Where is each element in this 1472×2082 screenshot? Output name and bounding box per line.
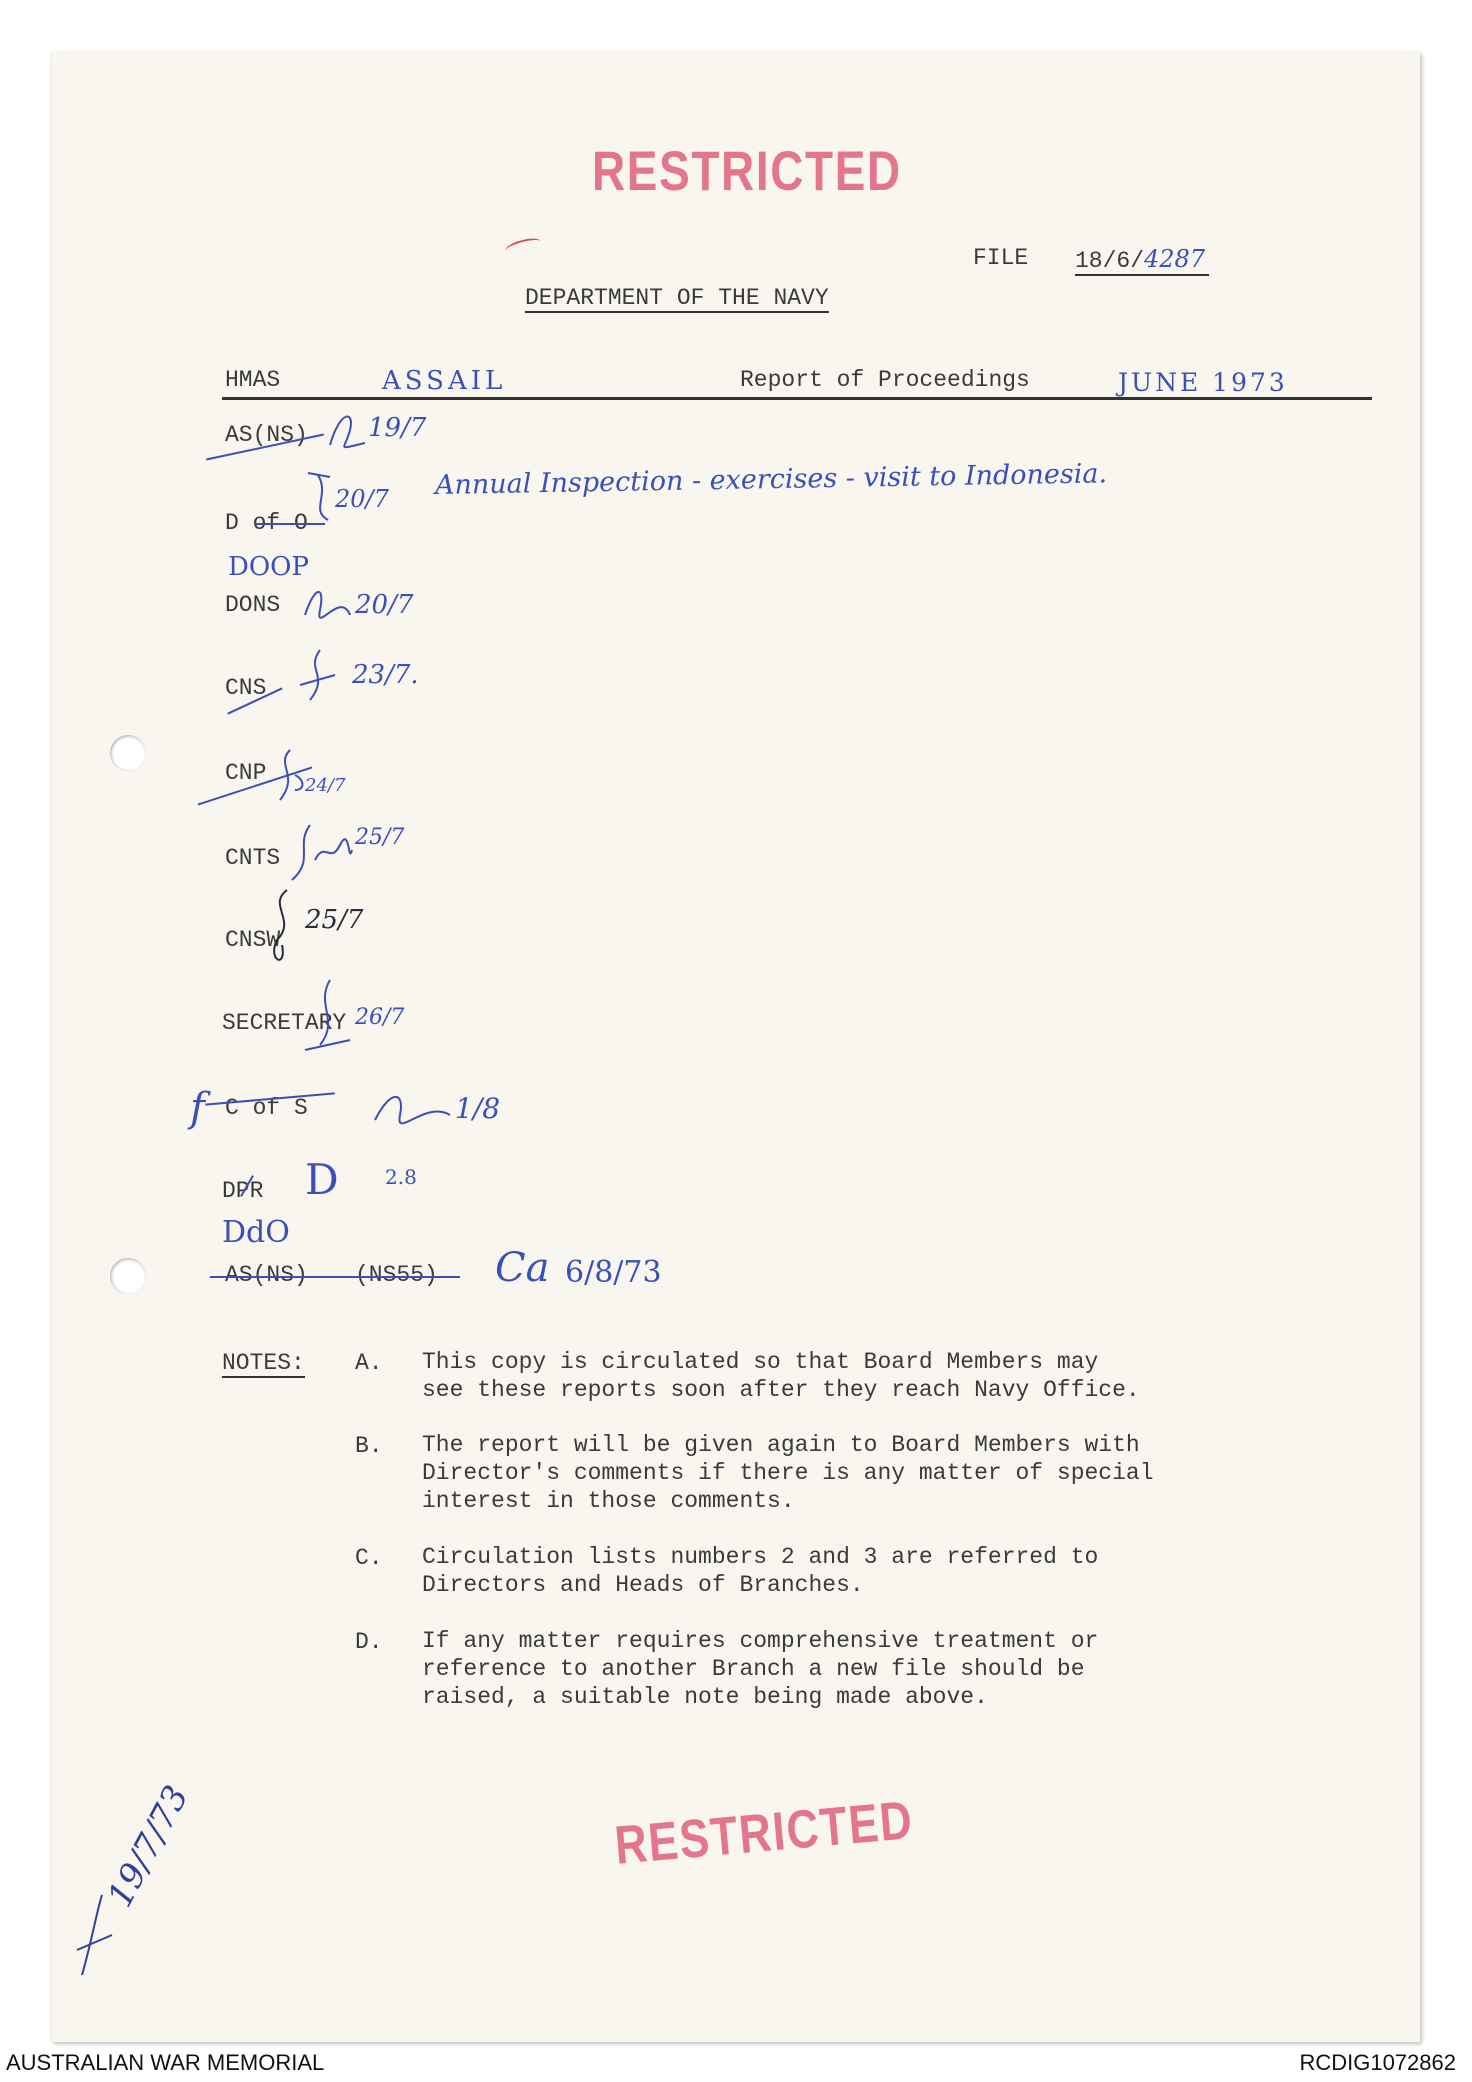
file-number-typed: 18/6/ bbox=[1075, 248, 1145, 274]
routing-label-dons: DONS bbox=[225, 592, 281, 618]
note-d-line-2: reference to another Branch a new file should be bbox=[422, 1656, 1085, 1682]
note-b-line-1: The report will be given again to Board Members with bbox=[422, 1432, 1140, 1458]
routing-annotation-dons: 20/7 bbox=[355, 590, 414, 620]
routing-annotation-cnp: 24/7 bbox=[305, 775, 346, 796]
note-b-line-3: interest in those comments. bbox=[422, 1488, 795, 1514]
routing-annotation-dofo: 20/7 bbox=[335, 485, 389, 513]
restricted-stamp-bottom: RESTRICTED bbox=[612, 1790, 916, 1876]
routing-label-cns: CNS bbox=[225, 675, 267, 701]
subject-note: Annual Inspection - exercises - visit to Indonesia. bbox=[434, 458, 1108, 501]
footer-left: AUSTRALIAN WAR MEMORIAL bbox=[6, 2050, 325, 2075]
bottom-left-initials bbox=[72, 1890, 122, 1980]
routing-label-asns-final: AS(NS) bbox=[225, 1262, 308, 1288]
initials-dofo bbox=[300, 465, 345, 525]
routing-label-asns: AS(NS) bbox=[225, 422, 308, 448]
note-letter-a: A. bbox=[355, 1350, 383, 1376]
file-number bbox=[1075, 245, 1209, 276]
note-letter-b: B. bbox=[355, 1433, 383, 1459]
initials-cofs bbox=[370, 1085, 455, 1130]
note-a-line-2: see these reports soon after they reach Navy Office. bbox=[422, 1377, 1140, 1403]
initials-asns bbox=[320, 405, 370, 455]
note-a-line-1: This copy is circulated so that Board Members may bbox=[422, 1349, 1099, 1375]
hand-mark-f: f bbox=[190, 1085, 205, 1131]
file-label: FILE bbox=[973, 245, 1029, 271]
routing-annotation-dpr: 2.8 bbox=[385, 1165, 417, 1189]
ship-name: ASSAIL bbox=[382, 366, 507, 396]
initials-cnts bbox=[280, 820, 355, 885]
punch-hole-bottom bbox=[110, 1258, 146, 1294]
note-c-line-2: Directors and Heads of Branches. bbox=[422, 1572, 864, 1598]
file-number-handwritten: 4287 bbox=[1144, 245, 1206, 273]
note-letter-c: C. bbox=[355, 1545, 383, 1571]
hmas-label: HMAS bbox=[225, 367, 281, 393]
routing-label-cnsw: CNSW bbox=[225, 927, 281, 953]
report-header-rule bbox=[222, 397, 1372, 400]
note-d-line-1: If any matter requires comprehensive treatment or bbox=[422, 1628, 1099, 1654]
bottom-left-annotation: 19/7/73 bbox=[100, 1779, 197, 1914]
punch-hole-top bbox=[110, 735, 146, 771]
note-letter-d: D. bbox=[355, 1629, 383, 1655]
routing-annotation-cnsw: 25/7 bbox=[305, 905, 364, 935]
strike-asns-final bbox=[210, 1276, 460, 1278]
department-heading: DEPARTMENT OF THE NAVY bbox=[525, 285, 829, 311]
document-page bbox=[52, 52, 1420, 2042]
notes-title: NOTES: bbox=[222, 1350, 305, 1376]
initials-asns-final: Ca bbox=[495, 1245, 550, 1291]
routing-annotation-asns: 19/7 bbox=[368, 413, 427, 443]
note-b-line-2: Director's comments if there is any matter of special bbox=[422, 1460, 1154, 1486]
routing-label-secretary: SECRETARY bbox=[222, 1010, 347, 1036]
routing-annotation-cnts: 25/7 bbox=[355, 825, 405, 850]
routing-label-cofs: C of S bbox=[225, 1095, 308, 1121]
note-d-line-3: raised, a suitable note being made above. bbox=[422, 1684, 988, 1710]
restricted-stamp-top: RESTRICTED bbox=[592, 139, 902, 202]
initials-secretary bbox=[300, 975, 360, 1065]
hand-label-dao: DdO bbox=[222, 1215, 290, 1250]
routing-annotation-secretary: 26/7 bbox=[355, 1005, 405, 1030]
initials-dons bbox=[300, 580, 355, 625]
initials-cnp bbox=[270, 745, 315, 805]
routing-annotation-asns-final: 6/8/73 bbox=[565, 1255, 662, 1290]
routing-label-dofo: D of O bbox=[225, 510, 308, 536]
footer-right: RCDIG1072862 bbox=[1299, 2050, 1456, 2075]
report-label: Report of Proceedings bbox=[740, 367, 1030, 393]
routing-annotation-cofs: 1/8 bbox=[455, 1092, 501, 1125]
routing-label-ns55: (NS55) bbox=[355, 1262, 438, 1288]
routing-label-dpr: DPR bbox=[222, 1178, 264, 1204]
report-period: JUNE 1973 bbox=[1118, 368, 1288, 397]
note-c-line-1: Circulation lists numbers 2 and 3 are referred to bbox=[422, 1544, 1099, 1570]
routing-label-cnts: CNTS bbox=[225, 845, 281, 871]
initials-dpr: D bbox=[305, 1155, 339, 1204]
initials-cnsw bbox=[262, 885, 307, 975]
routing-annotation-cns: 23/7. bbox=[352, 660, 419, 690]
initials-cns bbox=[295, 645, 345, 705]
hand-label-doop: DOOP bbox=[228, 552, 309, 582]
routing-label-cnp: CNP bbox=[225, 760, 267, 786]
